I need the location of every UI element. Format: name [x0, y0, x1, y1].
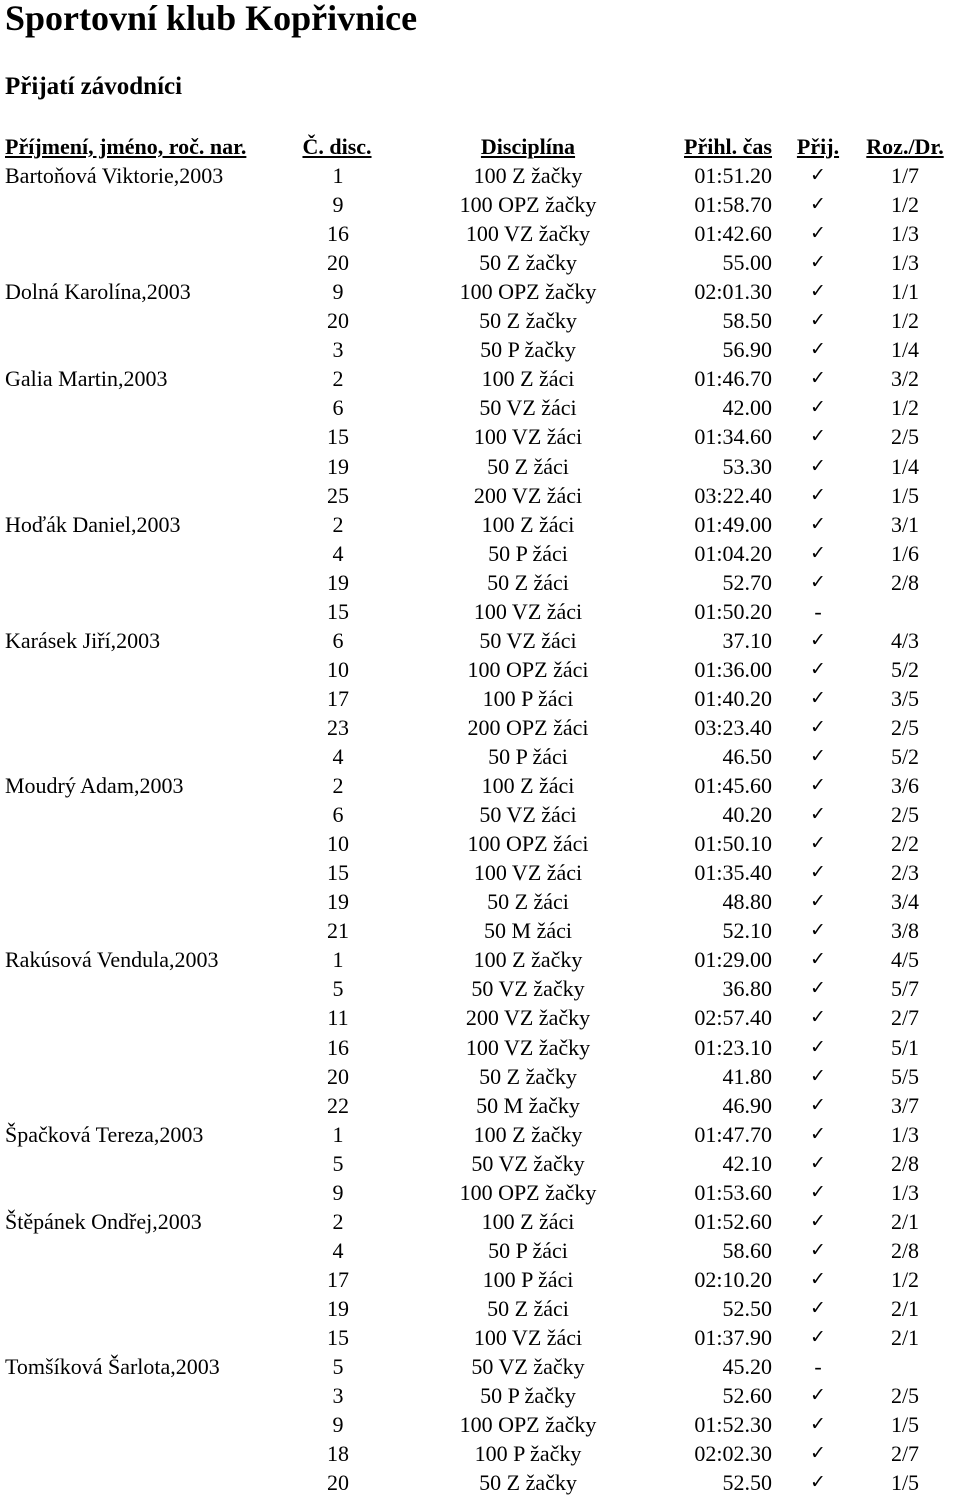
- discipline-number: 17: [327, 686, 349, 711]
- discipline-number: 6: [332, 628, 344, 653]
- heat-lane: 1/3: [890, 1180, 920, 1205]
- heat-lane: 4/3: [890, 628, 920, 653]
- athlete-name: Špačková Tereza,2003: [5, 1122, 204, 1147]
- discipline-number: 20: [327, 250, 349, 275]
- discipline-number: 4: [332, 744, 344, 769]
- entry-time: 46.90: [722, 1093, 772, 1118]
- athlete-name: Dolná Karolína,2003: [5, 279, 191, 304]
- entry-time: 01:50.10: [694, 831, 772, 856]
- discipline-number: 10: [327, 657, 349, 682]
- entry-time: 58.50: [722, 308, 772, 333]
- discipline-number: 4: [332, 541, 344, 566]
- heat-lane: 3/1: [890, 512, 920, 537]
- page-title: Sportovní klub Kopřivnice: [5, 0, 418, 38]
- discipline-number: 19: [327, 570, 349, 595]
- column-header-discipline: Disciplína: [480, 134, 576, 159]
- accepted-status: ✓: [810, 629, 826, 651]
- discipline: 100 VZ žáci: [473, 599, 583, 624]
- entry-time: 45.20: [722, 1354, 772, 1379]
- heat-lane: 1/2: [890, 308, 920, 333]
- entry-time: 01:42.60: [694, 221, 772, 246]
- heat-lane: 1/4: [890, 454, 920, 479]
- heat-lane: 5/2: [890, 744, 920, 769]
- heat-lane: 2/2: [890, 831, 920, 856]
- entry-time: 46.50: [722, 744, 772, 769]
- accepted-status: ✓: [810, 890, 826, 912]
- discipline-number: 11: [327, 1005, 349, 1030]
- column-header-name: Příjmení, jméno, roč. nar.: [5, 134, 247, 159]
- athlete-name: Karásek Jiří,2003: [5, 628, 161, 653]
- discipline-number: 5: [332, 976, 344, 1001]
- discipline: 50 Z žačky: [479, 308, 577, 333]
- accepted-status: ✓: [810, 1094, 826, 1116]
- discipline-number: 15: [327, 599, 349, 624]
- accepted-status: ✓: [810, 919, 826, 941]
- heat-lane: 2/3: [890, 860, 920, 885]
- heat-lane: 2/1: [890, 1325, 920, 1350]
- entry-time: 01:58.70: [694, 192, 772, 217]
- discipline: 50 VZ žačky: [471, 976, 585, 1001]
- heat-lane: 2/8: [890, 1238, 920, 1263]
- discipline-number: 15: [327, 1325, 349, 1350]
- discipline: 50 P žačky: [480, 337, 576, 362]
- discipline-number: 16: [327, 221, 349, 246]
- entry-time: 01:51.20: [694, 163, 772, 188]
- discipline-number: 15: [327, 424, 349, 449]
- discipline: 50 P žačky: [480, 1383, 576, 1408]
- entry-time: 36.80: [722, 976, 772, 1001]
- column-header-heat-lane: Roz./Dr.: [866, 134, 944, 159]
- accepted-status: ✓: [810, 193, 826, 215]
- heat-lane: 2/5: [890, 715, 920, 740]
- discipline: 100 VZ žáci: [473, 860, 583, 885]
- column-header-accepted: Přij.: [796, 134, 840, 159]
- discipline-number: 6: [332, 802, 344, 827]
- discipline-number: 20: [327, 308, 349, 333]
- accepted-status: ✓: [810, 367, 826, 389]
- entry-time: 53.30: [722, 454, 772, 479]
- discipline: 50 Z žačky: [479, 1470, 577, 1495]
- heat-lane: 1/3: [890, 250, 920, 275]
- discipline: 100 Z žáci: [481, 1209, 575, 1234]
- discipline-number: 18: [327, 1441, 349, 1466]
- accepted-status: ✓: [810, 222, 826, 244]
- heat-lane: 1/5: [890, 1412, 920, 1437]
- discipline: 50 VZ žáci: [479, 395, 577, 420]
- discipline: 100 VZ žačky: [465, 221, 591, 246]
- heat-lane: 3/4: [890, 889, 920, 914]
- discipline-number: 16: [327, 1035, 349, 1060]
- page-subtitle: Přijatí závodníci: [5, 73, 183, 100]
- discipline-number: 19: [327, 1296, 349, 1321]
- athlete-name: Moudrý Adam,2003: [5, 773, 184, 798]
- heat-lane: 1/4: [890, 337, 920, 362]
- column-header-entry-time: Přihl. čas: [684, 134, 772, 159]
- discipline: 50 P žáci: [488, 541, 568, 566]
- heat-lane: 2/1: [890, 1296, 920, 1321]
- accepted-status: ✓: [810, 745, 826, 767]
- entry-time: 52.70: [722, 570, 772, 595]
- accepted-status: ✓: [810, 1152, 826, 1174]
- entry-time: 56.90: [722, 337, 772, 362]
- entry-time: 01:04.20: [694, 541, 772, 566]
- heat-lane: 1/3: [890, 1122, 920, 1147]
- entry-time: 01:36.00: [694, 657, 772, 682]
- entry-time: 01:35.40: [694, 860, 772, 885]
- discipline-number: 19: [327, 889, 349, 914]
- discipline-number: 5: [332, 1354, 344, 1379]
- discipline-number: 20: [327, 1470, 349, 1495]
- entry-time: 01:46.70: [694, 366, 772, 391]
- accepted-status: ✓: [810, 803, 826, 825]
- entry-time: 42.00: [722, 395, 772, 420]
- entry-time: 01:53.60: [694, 1180, 772, 1205]
- discipline-number: 2: [332, 366, 344, 391]
- accepted-status: ✓: [810, 455, 826, 477]
- accepted-status: ✓: [810, 1210, 826, 1232]
- entry-time: 02:57.40: [694, 1005, 772, 1030]
- athlete-name: Tomšíková Šarlota,2003: [5, 1354, 220, 1379]
- accepted-status: ✓: [810, 425, 826, 447]
- heat-lane: 5/1: [890, 1035, 920, 1060]
- entry-time: 55.00: [722, 250, 772, 275]
- discipline: 100 Z žáci: [481, 366, 575, 391]
- accepted-status: ✓: [810, 1326, 826, 1348]
- discipline-number: 2: [332, 773, 344, 798]
- discipline-number: 19: [327, 454, 349, 479]
- column-header-discipline-number: Č. disc.: [302, 134, 372, 159]
- entry-time: 01:40.20: [694, 686, 772, 711]
- discipline-number: 4: [332, 1238, 344, 1263]
- accepted-status: ✓: [810, 396, 826, 418]
- discipline-number: 23: [327, 715, 349, 740]
- discipline: 100 Z žačky: [473, 163, 583, 188]
- discipline: 50 M žáci: [484, 918, 572, 943]
- entry-time: 01:37.90: [694, 1325, 772, 1350]
- athlete-name: Bartoňová Viktorie,2003: [5, 163, 224, 188]
- discipline: 50 VZ žáci: [479, 802, 577, 827]
- discipline: 50 Z žačky: [479, 1064, 577, 1089]
- entry-time: 01:29.00: [694, 947, 772, 972]
- heat-lane: 1/2: [890, 395, 920, 420]
- heat-lane: [850, 1352, 960, 1381]
- accepted-status: ✓: [810, 251, 826, 273]
- heat-lane: 2/5: [890, 802, 920, 827]
- heat-lane: 2/5: [890, 424, 920, 449]
- accepted-status: ✓: [810, 1471, 826, 1493]
- heat-lane: 3/7: [890, 1093, 920, 1118]
- discipline-number: 9: [332, 1412, 344, 1437]
- accepted-status: ✓: [810, 977, 826, 999]
- accepted-status: ✓: [810, 948, 826, 970]
- discipline-number: 15: [327, 860, 349, 885]
- discipline-number: 1: [332, 163, 344, 188]
- entry-time: 01:45.60: [694, 773, 772, 798]
- discipline: 50 Z žáci: [487, 1296, 569, 1321]
- discipline-number: 2: [332, 512, 344, 537]
- entry-time: 03:22.40: [694, 483, 772, 508]
- entry-time: 01:49.00: [694, 512, 772, 537]
- discipline: 100 OPZ žáci: [467, 657, 589, 682]
- discipline: 100 OPZ žačky: [459, 279, 597, 304]
- heat-lane: 3/2: [890, 366, 920, 391]
- accepted-status: ✓: [810, 542, 826, 564]
- discipline: 50 VZ žačky: [471, 1354, 585, 1379]
- entry-time: 01:47.70: [694, 1122, 772, 1147]
- entry-time: 42.10: [722, 1151, 772, 1176]
- discipline: 50 Z žáci: [487, 889, 569, 914]
- discipline: 100 OPZ žáci: [467, 831, 589, 856]
- accepted-status: -: [814, 599, 822, 624]
- heat-lane: 2/8: [890, 1151, 920, 1176]
- discipline: 200 VZ žačky: [465, 1005, 591, 1030]
- discipline-number: 3: [332, 1383, 344, 1408]
- entry-time: 01:52.30: [694, 1412, 772, 1437]
- discipline-number: 1: [332, 1122, 344, 1147]
- entry-time: 52.50: [722, 1470, 772, 1495]
- athlete-name: Galia Martin,2003: [5, 366, 168, 391]
- discipline: 50 Z žáci: [487, 570, 569, 595]
- entry-time: 01:23.10: [694, 1035, 772, 1060]
- entry-time: 41.80: [722, 1064, 772, 1089]
- discipline: 100 VZ žačky: [465, 1035, 591, 1060]
- heat-lane: 2/7: [890, 1441, 920, 1466]
- heat-lane: 3/8: [890, 918, 920, 943]
- discipline-number: 10: [327, 831, 349, 856]
- discipline-number: 5: [332, 1151, 344, 1176]
- athlete-name: Štěpánek Ondřej,2003: [5, 1209, 202, 1234]
- heat-lane: 1/7: [890, 163, 920, 188]
- discipline-number: 22: [327, 1093, 349, 1118]
- accepted-status: ✓: [810, 1268, 826, 1290]
- heat-lane: 2/7: [890, 1005, 920, 1030]
- accepted-status: ✓: [810, 280, 826, 302]
- discipline: 100 OPZ žačky: [459, 1412, 597, 1437]
- accepted-status: ✓: [810, 687, 826, 709]
- discipline-number: 20: [327, 1064, 349, 1089]
- discipline: 50 VZ žáci: [479, 628, 577, 653]
- heat-lane: 2/1: [890, 1209, 920, 1234]
- discipline: 100 P žáci: [482, 686, 574, 711]
- discipline: 50 Z žáci: [487, 454, 569, 479]
- discipline: 100 OPZ žačky: [459, 1180, 597, 1205]
- discipline-number: 3: [332, 337, 344, 362]
- accepted-status: ✓: [810, 1384, 826, 1406]
- discipline-number: 25: [327, 483, 349, 508]
- accepted-status: ✓: [810, 1413, 826, 1435]
- heat-lane: 1/3: [890, 221, 920, 246]
- entry-time: 40.20: [722, 802, 772, 827]
- discipline: 100 P žačky: [474, 1441, 582, 1466]
- discipline-number: 2: [332, 1209, 344, 1234]
- accepted-status: ✓: [810, 1442, 826, 1464]
- accepted-status: ✓: [810, 513, 826, 535]
- entry-time: 58.60: [722, 1238, 772, 1263]
- accepted-status: ✓: [810, 1297, 826, 1319]
- accepted-status: ✓: [810, 164, 826, 186]
- discipline-number: 1: [332, 947, 344, 972]
- entry-time: 48.80: [722, 889, 772, 914]
- heat-lane: 1/2: [890, 1267, 920, 1292]
- entry-time: 03:23.40: [694, 715, 772, 740]
- discipline-number: 9: [332, 279, 344, 304]
- heat-lane: 5/7: [890, 976, 920, 1001]
- discipline: 200 OPZ žáci: [467, 715, 589, 740]
- accepted-status: ✓: [810, 1036, 826, 1058]
- heat-lane: 1/2: [890, 192, 920, 217]
- discipline: 50 P žáci: [488, 744, 568, 769]
- discipline: 50 Z žačky: [479, 250, 577, 275]
- entry-time: 52.10: [722, 918, 772, 943]
- discipline-number: 9: [332, 192, 344, 217]
- discipline: 100 Z žačky: [473, 1122, 583, 1147]
- accepted-status: ✓: [810, 1006, 826, 1028]
- athlete-name: Rakúsová Vendula,2003: [5, 947, 219, 972]
- discipline: 100 Z žáci: [481, 512, 575, 537]
- athlete-name: Hoďák Daniel,2003: [5, 512, 181, 537]
- heat-lane: [850, 597, 960, 626]
- accepted-status: ✓: [810, 1181, 826, 1203]
- accepted-status: ✓: [810, 861, 826, 883]
- entry-time: 37.10: [722, 628, 772, 653]
- accepted-status: ✓: [810, 1239, 826, 1261]
- entry-time: 02:02.30: [694, 1441, 772, 1466]
- discipline-number: 21: [327, 918, 349, 943]
- entry-time: 52.60: [722, 1383, 772, 1408]
- accepted-status: -: [814, 1354, 822, 1379]
- discipline: 100 Z žáci: [481, 773, 575, 798]
- heat-lane: 5/2: [890, 657, 920, 682]
- heat-lane: 4/5: [890, 947, 920, 972]
- accepted-status: ✓: [810, 484, 826, 506]
- accepted-status: ✓: [810, 1065, 826, 1087]
- entry-time: 02:10.20: [694, 1267, 772, 1292]
- discipline-number: 17: [327, 1267, 349, 1292]
- accepted-status: ✓: [810, 658, 826, 680]
- heat-lane: 1/5: [890, 1470, 920, 1495]
- discipline: 100 VZ žáci: [473, 424, 583, 449]
- entry-time: 01:52.60: [694, 1209, 772, 1234]
- heat-lane: 1/1: [890, 279, 920, 304]
- heat-lane: 2/8: [890, 570, 920, 595]
- entry-time: 52.50: [722, 1296, 772, 1321]
- heat-lane: 1/6: [890, 541, 920, 566]
- accepted-status: ✓: [810, 832, 826, 854]
- accepted-status: ✓: [810, 1123, 826, 1145]
- discipline: 100 P žáci: [482, 1267, 574, 1292]
- heat-lane: 1/5: [890, 483, 920, 508]
- accepted-status: ✓: [810, 774, 826, 796]
- accepted-status: ✓: [810, 338, 826, 360]
- discipline: 50 VZ žačky: [471, 1151, 585, 1176]
- accepted-status: ✓: [810, 309, 826, 331]
- entry-time: 01:50.20: [694, 599, 772, 624]
- heat-lane: 3/5: [890, 686, 920, 711]
- discipline: 100 VZ žáci: [473, 1325, 583, 1350]
- discipline: 50 M žačky: [476, 1093, 580, 1118]
- discipline-number: 9: [332, 1180, 344, 1205]
- discipline: 50 P žáci: [488, 1238, 568, 1263]
- discipline-number: 6: [332, 395, 344, 420]
- discipline: 200 VZ žáci: [473, 483, 583, 508]
- entry-time: 01:34.60: [694, 424, 772, 449]
- accepted-status: ✓: [810, 571, 826, 593]
- discipline: 100 OPZ žačky: [459, 192, 597, 217]
- accepted-status: ✓: [810, 716, 826, 738]
- entry-time: 02:01.30: [694, 279, 772, 304]
- heat-lane: 3/6: [890, 773, 920, 798]
- discipline: 100 Z žačky: [473, 947, 583, 972]
- heat-lane: 5/5: [890, 1064, 920, 1089]
- heat-lane: 2/5: [890, 1383, 920, 1408]
